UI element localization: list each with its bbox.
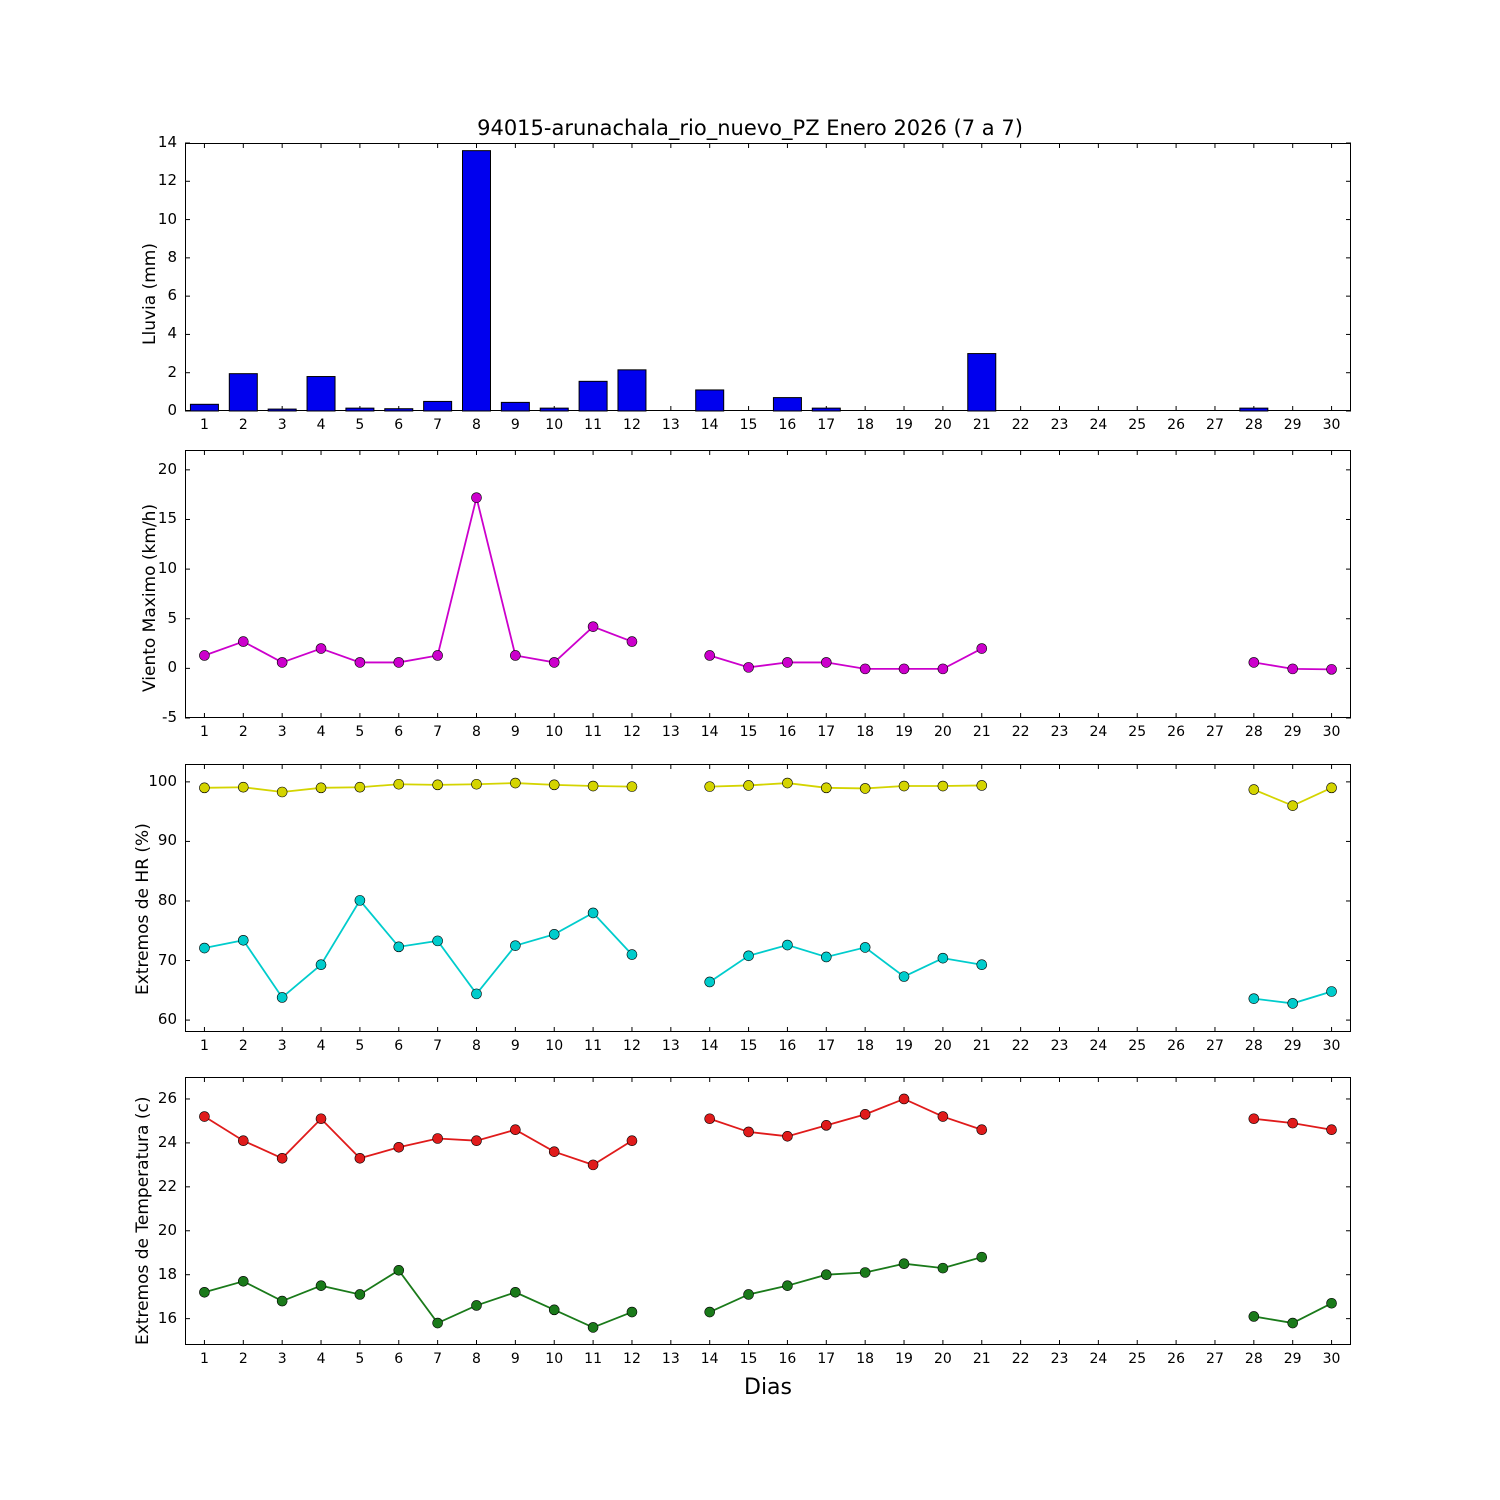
x-tick-label: 8 (472, 724, 481, 740)
x-tick-label: 11 (584, 417, 602, 433)
data-point (433, 1318, 443, 1328)
x-tick-label: 18 (856, 1351, 875, 1367)
x-tick-label: 15 (739, 1351, 758, 1367)
data-point (549, 1147, 559, 1157)
x-tick-label: 4 (316, 1038, 326, 1054)
series-line (204, 1270, 632, 1327)
x-tick-label: 30 (1322, 724, 1341, 740)
x-tick-label: 16 (778, 724, 797, 740)
x-tick-label: 4 (316, 1351, 326, 1367)
x-tick-label: 13 (661, 1351, 680, 1367)
x-tick-label: 19 (895, 417, 913, 433)
x-axis-label: Dias (744, 1375, 792, 1400)
y-tick-label: 2 (167, 362, 177, 381)
x-tick-label: 10 (545, 1038, 564, 1054)
data-point (316, 1281, 326, 1291)
x-tick-label: 14 (700, 724, 719, 740)
x-tick-label: 21 (972, 1038, 991, 1054)
x-tick-label: 23 (1050, 1038, 1069, 1054)
x-tick-label: 27 (1206, 1038, 1224, 1054)
x-tick-label: 12 (623, 724, 641, 740)
data-point (705, 1114, 715, 1124)
x-tick-label: 3 (277, 417, 287, 433)
data-point (899, 1094, 909, 1104)
wind-y-axis-label: Viento Maximo (km/h) (140, 503, 160, 692)
x-tick-label: 16 (778, 417, 797, 433)
data-point (588, 1322, 598, 1332)
data-point (433, 1134, 443, 1144)
x-tick-label: 28 (1244, 1038, 1263, 1054)
x-tick-label: 6 (394, 1038, 404, 1054)
x-tick-label: 7 (433, 1351, 443, 1367)
y-tick-label: 10 (157, 559, 177, 578)
x-tick-label: 16 (778, 1038, 797, 1054)
x-tick-label: 27 (1206, 417, 1224, 433)
y-tick-label: 20 (157, 1220, 177, 1239)
x-tick-label: 9 (510, 417, 520, 433)
data-point (938, 1112, 948, 1122)
x-tick-label: 1 (199, 724, 209, 740)
data-point (588, 1160, 598, 1170)
x-tick-label: 24 (1089, 1038, 1108, 1054)
y-tick-label: 0 (167, 658, 177, 677)
data-point (977, 1125, 987, 1135)
x-tick-label: 12 (623, 1351, 641, 1367)
x-tick-label: 18 (856, 724, 875, 740)
x-tick-label: 2 (238, 417, 248, 433)
x-tick-label: 6 (394, 1351, 404, 1367)
x-tick-label: 15 (739, 724, 758, 740)
data-point (199, 1112, 209, 1122)
y-tick-label: 15 (157, 509, 177, 528)
data-point (355, 1153, 365, 1163)
x-tick-label: 1 (199, 417, 209, 433)
y-tick-label: 10 (157, 209, 177, 228)
x-tick-label: 7 (433, 724, 443, 740)
x-tick-label: 29 (1283, 724, 1302, 740)
y-tick-label: 100 (148, 771, 177, 790)
x-tick-label: 1 (199, 1351, 209, 1367)
x-tick-label: 22 (1011, 1351, 1030, 1367)
x-tick-label: 5 (355, 417, 365, 433)
data-point (744, 1127, 754, 1137)
x-tick-label: 4 (316, 417, 326, 433)
x-tick-label: 29 (1283, 1351, 1302, 1367)
x-tick-label: 2 (238, 1038, 248, 1054)
y-tick-label: 14 (157, 133, 177, 151)
data-point (199, 1287, 209, 1297)
x-tick-label: 10 (545, 1351, 564, 1367)
y-tick-label: 6 (167, 286, 177, 305)
x-tick-label: 3 (277, 1038, 287, 1054)
y-tick-label: 8 (167, 247, 177, 266)
x-tick-label: 22 (1011, 1038, 1030, 1054)
hr-y-axis-label: Extremos de HR (%) (133, 823, 153, 995)
data-point (744, 1289, 754, 1299)
x-tick-label: 14 (700, 417, 719, 433)
data-point (238, 1276, 248, 1286)
y-tick-label: 26 (157, 1088, 177, 1107)
x-tick-label: 26 (1167, 724, 1185, 740)
x-tick-label: 9 (510, 1351, 520, 1367)
x-tick-label: 28 (1244, 724, 1263, 740)
x-tick-label: 2 (238, 1351, 248, 1367)
x-tick-label: 23 (1050, 724, 1069, 740)
y-tick-label: 60 (157, 1010, 177, 1029)
y-tick-label: 22 (157, 1176, 177, 1195)
data-point (394, 1142, 404, 1152)
data-point (1327, 1125, 1337, 1135)
page-title: 94015-arunachala_rio_nuevo_PZ Enero 2026 (7 a 7) (477, 116, 1023, 140)
y-tick-label: 18 (157, 1264, 177, 1283)
x-tick-label: 15 (739, 417, 758, 433)
x-tick-label: 22 (1011, 417, 1030, 433)
x-tick-label: 17 (817, 1351, 836, 1367)
data-point (1288, 1318, 1298, 1328)
y-tick-label: -5 (162, 708, 177, 726)
x-tick-label: 25 (1128, 1038, 1147, 1054)
x-tick-label: 30 (1322, 1038, 1341, 1054)
x-tick-label: 26 (1167, 417, 1185, 433)
x-tick-label: 20 (933, 1038, 952, 1054)
x-tick-label: 26 (1167, 1038, 1185, 1054)
data-point (821, 1270, 831, 1280)
x-tick-label: 19 (895, 1038, 913, 1054)
x-tick-label: 2 (238, 724, 248, 740)
y-tick-label: 80 (157, 890, 177, 909)
x-tick-label: 18 (856, 417, 875, 433)
data-point (627, 1307, 637, 1317)
x-tick-label: 24 (1089, 724, 1108, 740)
x-tick-label: 9 (510, 724, 520, 740)
data-point (627, 1136, 637, 1146)
series-line (204, 1117, 632, 1165)
x-tick-label: 18 (856, 1038, 875, 1054)
x-tick-label: 28 (1244, 417, 1263, 433)
data-point (1327, 1298, 1337, 1308)
x-tick-label: 11 (584, 1038, 602, 1054)
x-tick-label: 6 (394, 417, 404, 433)
x-tick-label: 5 (355, 1351, 365, 1367)
x-tick-label: 13 (661, 1038, 680, 1054)
data-point (977, 1252, 987, 1262)
data-point (472, 1300, 482, 1310)
x-tick-label: 12 (623, 417, 641, 433)
x-tick-label: 13 (661, 724, 680, 740)
x-tick-label: 20 (933, 1351, 952, 1367)
x-tick-label: 30 (1322, 1351, 1341, 1367)
data-point (899, 1259, 909, 1269)
x-tick-label: 8 (472, 417, 481, 433)
data-point (1249, 1114, 1259, 1124)
x-tick-label: 11 (584, 724, 602, 740)
x-tick-label: 17 (817, 1038, 836, 1054)
x-tick-label: 5 (355, 724, 365, 740)
x-tick-label: 5 (355, 1038, 365, 1054)
data-point (549, 1305, 559, 1315)
x-tick-label: 12 (623, 1038, 641, 1054)
rain-y-axis-label: Lluvia (mm) (140, 243, 160, 345)
y-tick-label: 20 (157, 459, 177, 478)
x-tick-label: 27 (1206, 1351, 1224, 1367)
x-tick-label: 28 (1244, 1351, 1263, 1367)
data-point (355, 1289, 365, 1299)
x-tick-label: 8 (472, 1038, 481, 1054)
y-tick-label: 5 (167, 608, 177, 627)
data-point (860, 1268, 870, 1278)
x-tick-label: 3 (277, 1351, 287, 1367)
x-tick-label: 6 (394, 724, 404, 740)
x-tick-label: 7 (433, 1038, 443, 1054)
x-tick-label: 25 (1128, 724, 1147, 740)
data-point (705, 1307, 715, 1317)
data-point (510, 1287, 520, 1297)
x-tick-label: 3 (277, 724, 287, 740)
x-tick-label: 24 (1089, 417, 1108, 433)
x-tick-label: 19 (895, 724, 913, 740)
x-tick-label: 24 (1089, 1351, 1108, 1367)
y-tick-label: 24 (157, 1132, 177, 1151)
data-point (860, 1109, 870, 1119)
x-tick-label: 29 (1283, 417, 1302, 433)
x-tick-label: 21 (972, 417, 991, 433)
data-point (782, 1131, 792, 1141)
y-tick-label: 0 (167, 401, 177, 419)
data-point (394, 1265, 404, 1275)
temp-y-axis-label: Extremos de Temperatura (c) (133, 1096, 153, 1345)
y-tick-label: 4 (167, 324, 177, 343)
x-tick-label: 26 (1167, 1351, 1185, 1367)
data-point (938, 1263, 948, 1273)
data-point (1249, 1311, 1259, 1321)
x-tick-label: 14 (700, 1351, 719, 1367)
data-point (782, 1281, 792, 1291)
data-point (821, 1120, 831, 1130)
x-tick-label: 9 (510, 1038, 520, 1054)
y-tick-label: 16 (157, 1308, 177, 1327)
x-tick-label: 1 (199, 1038, 209, 1054)
x-tick-label: 17 (817, 417, 836, 433)
data-point (277, 1153, 287, 1163)
x-tick-label: 16 (778, 1351, 797, 1367)
x-tick-label: 22 (1011, 724, 1030, 740)
x-tick-label: 17 (817, 724, 836, 740)
data-point (277, 1296, 287, 1306)
x-tick-label: 29 (1283, 1038, 1302, 1054)
x-tick-label: 27 (1206, 724, 1224, 740)
x-tick-label: 21 (972, 1351, 991, 1367)
x-tick-label: 14 (700, 1038, 719, 1054)
x-tick-label: 20 (933, 724, 952, 740)
y-tick-label: 70 (157, 950, 177, 969)
x-tick-label: 25 (1128, 417, 1147, 433)
data-point (238, 1136, 248, 1146)
data-point (316, 1114, 326, 1124)
x-tick-label: 23 (1050, 417, 1069, 433)
x-tick-label: 8 (472, 1351, 481, 1367)
x-tick-label: 21 (972, 724, 991, 740)
x-tick-label: 19 (895, 1351, 913, 1367)
x-tick-label: 15 (739, 1038, 758, 1054)
x-tick-label: 13 (661, 417, 680, 433)
x-tick-label: 20 (933, 417, 952, 433)
x-tick-label: 30 (1322, 417, 1341, 433)
data-point (510, 1125, 520, 1135)
x-tick-label: 7 (433, 417, 443, 433)
x-tick-label: 11 (584, 1351, 602, 1367)
y-tick-label: 12 (157, 171, 177, 190)
data-point (1288, 1118, 1298, 1128)
x-tick-label: 25 (1128, 1351, 1147, 1367)
x-tick-label: 10 (545, 724, 564, 740)
x-tick-label: 23 (1050, 1351, 1069, 1367)
x-tick-label: 10 (545, 417, 564, 433)
data-point (472, 1136, 482, 1146)
x-tick-label: 4 (316, 724, 326, 740)
y-tick-label: 90 (157, 831, 177, 850)
